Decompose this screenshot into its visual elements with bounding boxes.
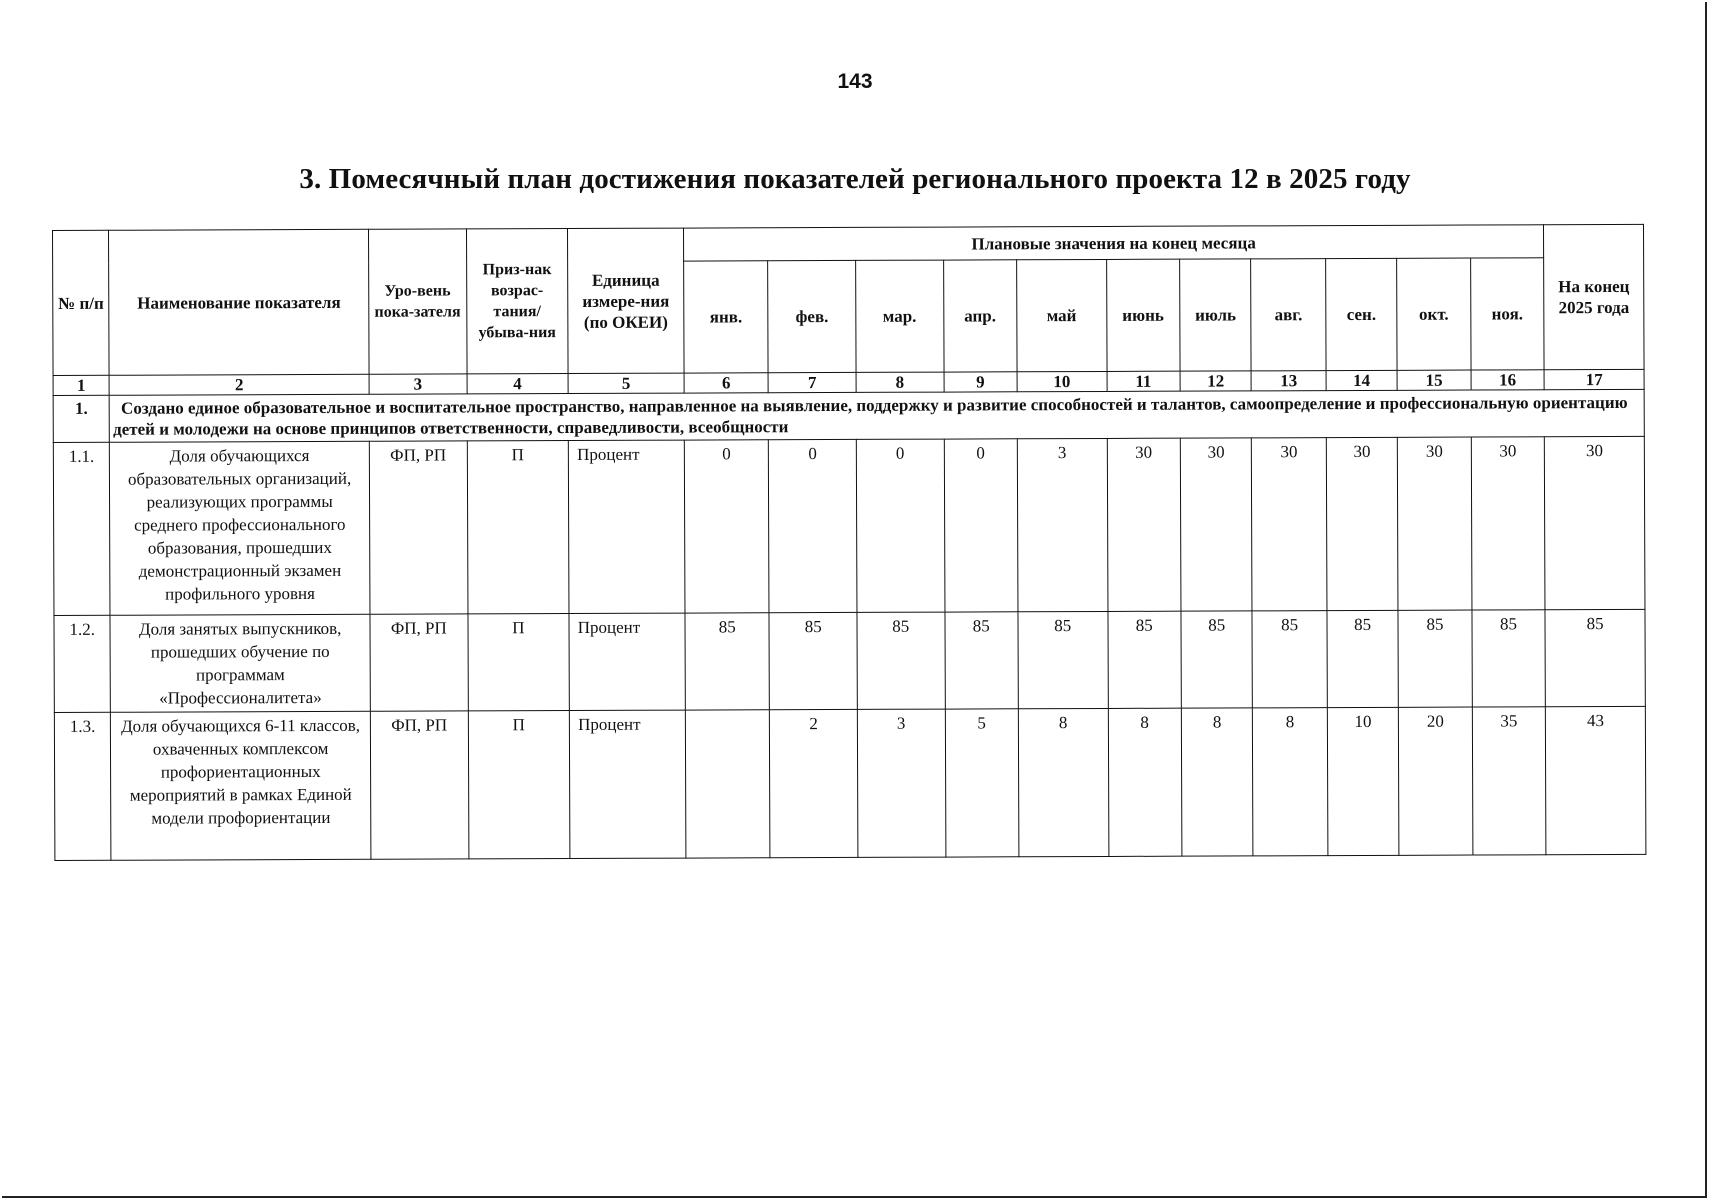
header-month: июнь: [1106, 259, 1180, 371]
column-number: 7: [768, 372, 856, 392]
section-text: Создано единое образовательное и воспитательное пространство, направленное на выявление, поддержку и развитие способностей и талантов, самоопределение и профессиональную ориентацию детей и молодежи на основе принципов ответственности, справедливости, всеобщности: [109, 389, 1644, 442]
monthly-value: 85: [1252, 611, 1327, 708]
column-number: 8: [856, 372, 944, 392]
indicator-trend: П: [468, 711, 570, 859]
monthly-value: 10: [1327, 707, 1399, 855]
monthly-value: 30: [1471, 437, 1545, 610]
monthly-value: 85: [769, 612, 857, 709]
monthly-value: 0: [684, 440, 769, 613]
column-number: 13: [1251, 371, 1326, 391]
header-plan-values: Плановые значения на конец месяца: [683, 225, 1543, 261]
monthly-value: 35: [1472, 707, 1546, 855]
indicator-trend: П: [467, 441, 569, 614]
header-month: окт.: [1397, 258, 1471, 370]
indicator-level: ФП, РП: [370, 711, 468, 859]
monthly-value: 8: [1108, 708, 1182, 856]
monthly-value: 85: [1327, 610, 1399, 707]
monthly-value: 2: [770, 709, 858, 857]
indicator-unit: Процент: [568, 440, 684, 613]
header-month: сен.: [1325, 258, 1397, 370]
indicator-row: [53, 436, 1645, 615]
monthly-value: 85: [944, 612, 1018, 709]
monthly-value: 3: [1017, 438, 1107, 611]
header-year-end: На конец 2025 года: [1544, 224, 1644, 369]
column-number: 12: [1180, 371, 1252, 391]
header-unit: Единица измере-ния (по ОКЕИ): [568, 228, 684, 373]
column-number: 1: [53, 375, 109, 395]
indicator-num: 1.2.: [54, 615, 111, 712]
column-number: 4: [467, 374, 569, 394]
header-name: Наименование показателя: [109, 229, 369, 375]
monthly-value: 85: [857, 612, 945, 709]
indicators-plan-table: [52, 224, 1646, 861]
indicator-level: ФП, РП: [370, 614, 468, 711]
column-number: 10: [1017, 371, 1107, 391]
monthly-value: 30: [1107, 438, 1181, 611]
document-title: 3. Помесячный план достижения показателей регионального проекта 12 в 2025 году: [299, 163, 1411, 195]
monthly-value: 30: [1252, 438, 1327, 611]
header-month: июль: [1180, 259, 1252, 371]
indicator-name: Доля обучающихся 6-11 классов, охваченных комплексом профориентационных мероприятий в рамках Единой модели профориентации: [111, 711, 371, 860]
section-num: 1.: [53, 395, 110, 442]
column-number: 16: [1471, 370, 1545, 390]
indicator-name: Доля занятых выпускников, прошедших обучение по программам «Профессионалитета»: [110, 614, 370, 712]
indicator-row: [54, 609, 1645, 712]
indicator-row: [54, 706, 1646, 860]
monthly-value: 8: [1018, 708, 1108, 856]
header-month: фев.: [768, 261, 856, 373]
monthly-value: 5: [945, 709, 1019, 857]
monthly-value: 30: [1326, 437, 1398, 610]
column-number: 9: [944, 372, 1018, 392]
column-number: 17: [1544, 369, 1644, 389]
column-number: 5: [568, 373, 684, 393]
monthly-value: 20: [1399, 707, 1473, 855]
header-month: апр.: [943, 260, 1017, 372]
column-number: 3: [369, 374, 467, 394]
column-number: 11: [1107, 371, 1181, 391]
header-month: янв.: [684, 261, 769, 373]
column-number: 15: [1397, 370, 1471, 390]
header-level: Уро-вень пока-зателя: [368, 229, 466, 374]
monthly-value: 0: [769, 439, 857, 612]
column-number: 6: [684, 373, 769, 393]
header-month: ноя.: [1470, 258, 1544, 370]
indicator-unit: Процент: [569, 613, 685, 710]
monthly-value: 85: [1472, 610, 1546, 707]
monthly-value: 85: [1018, 611, 1108, 708]
monthly-value: 30: [1180, 438, 1252, 611]
header-num: № п/п: [53, 230, 110, 375]
header-month: мар.: [856, 260, 944, 372]
indicator-trend: П: [468, 614, 570, 711]
monthly-value: 85: [1398, 610, 1472, 707]
indicator-num: 1.1.: [53, 442, 110, 615]
monthly-value: 30: [1398, 437, 1472, 610]
year-end-value: 85: [1545, 609, 1645, 706]
page-number: 143: [837, 70, 873, 93]
monthly-value: 8: [1181, 708, 1253, 856]
monthly-value: 0: [856, 439, 944, 612]
column-number: 2: [109, 374, 369, 395]
indicator-level: ФП, РП: [369, 441, 467, 614]
section-row: [53, 389, 1644, 442]
indicator-name: Доля обучающихся образовательных организаций, реализующих программы среднего профессионального образования, прошедших демонстрационный экзамен профильного уровня: [110, 441, 370, 615]
monthly-value: 85: [685, 613, 770, 710]
column-number: 14: [1326, 370, 1398, 390]
header-month: май: [1017, 260, 1107, 372]
monthly-value: [685, 710, 770, 858]
monthly-value: 3: [857, 709, 945, 857]
header-month: авг.: [1251, 259, 1326, 371]
indicator-unit: Процент: [570, 710, 686, 858]
monthly-value: 0: [944, 439, 1018, 612]
monthly-value: 85: [1107, 611, 1181, 708]
monthly-value: 85: [1181, 611, 1253, 708]
year-end-value: 43: [1546, 706, 1646, 854]
monthly-value: 8: [1253, 708, 1328, 856]
indicator-num: 1.3.: [54, 712, 111, 860]
year-end-value: 30: [1545, 436, 1645, 609]
header-trend: Приз-нак возрас-тания/ убыва-ния: [466, 229, 568, 374]
